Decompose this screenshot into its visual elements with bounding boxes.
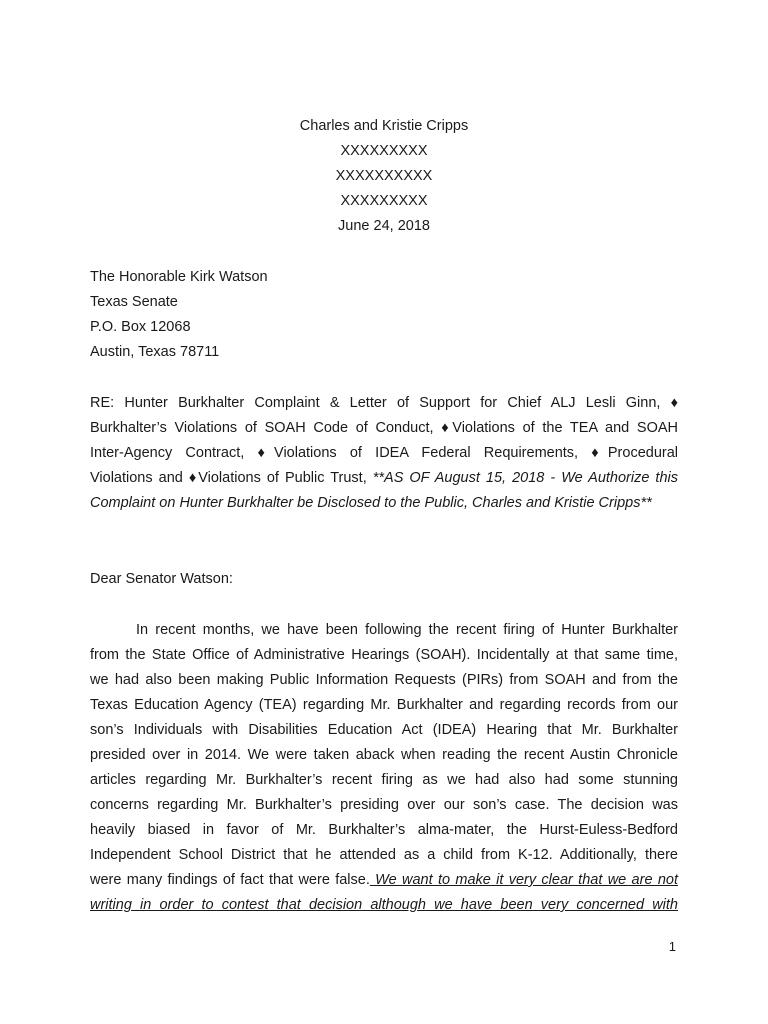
recipient-org: Texas Senate xyxy=(90,294,178,310)
re-line-4-text: Violations and ♦Violations of Public Trust, xyxy=(90,470,373,486)
body-line-5: son’s Individuals with Disabilities Education Act (IDEA) Hearing that Mr. Burkhalter xyxy=(90,722,678,738)
body-line-11-text: were many findings of fact that were false. xyxy=(90,872,370,888)
body-line-2: from the State Office of Administrative Hearings (SOAH). Incidentally at that same time, xyxy=(90,647,678,663)
body-line-1: In recent months, we have been following the recent firing of Hunter Burkhalter xyxy=(136,622,678,638)
body-line-8: concerns regarding Mr. Burkhalter’s presiding over our son’s case. The decision was xyxy=(90,797,678,813)
body-line-11-emphasis: We want to make it very clear that we are not xyxy=(369,872,678,888)
body-line-11 xyxy=(90,872,678,888)
body-line-10: Independent School District that he attended as a child from K-12. Additionally, there xyxy=(90,847,678,863)
re-line-5: Complaint on Hunter Burkhalter be Disclosed to the Public, Charles and Kristie Cripps** xyxy=(90,495,652,511)
re-line-3: Inter-Agency Contract, ♦Violations of IDEA Federal Requirements, ♦Procedural xyxy=(90,445,678,461)
salutation: Dear Senator Watson: xyxy=(90,571,233,587)
recipient-city: Austin, Texas 78711 xyxy=(90,344,220,360)
recipient-po-box: P.O. Box 12068 xyxy=(90,319,191,335)
page-number: 1 xyxy=(668,939,676,954)
sender-address-line-3: XXXXXXXXX xyxy=(340,193,428,209)
re-line-2: Burkhalter’s Violations of SOAH Code of Conduct, ♦Violations of the TEA and SOAH xyxy=(90,420,678,436)
re-line-4-italic: **AS OF August 15, 2018 - We Authorize this xyxy=(372,470,678,486)
body-line-7: articles regarding Mr. Burkhalter’s recent firing as we had also had some stunning xyxy=(90,772,678,788)
recipient-name: The Honorable Kirk Watson xyxy=(90,269,268,285)
body-line-3: we had also been making Public Information Requests (PIRs) from SOAH and from the xyxy=(90,672,678,688)
re-line-1: RE: Hunter Burkhalter Complaint & Letter of Support for Chief ALJ Lesli Ginn, ♦ xyxy=(90,395,678,411)
sender-address-line-1: XXXXXXXXX xyxy=(340,143,428,159)
body-line-6: presided over in 2014. We were taken aback when reading the recent Austin Chronicle xyxy=(90,747,678,763)
sender-name: Charles and Kristie Cripps xyxy=(299,118,469,134)
body-line-12: writing in order to contest that decision although we have been very concerned with xyxy=(90,897,678,913)
sender-address-line-2: XXXXXXXXXX xyxy=(335,168,433,184)
body-line-9: heavily biased in favor of Mr. Burkhalter’s alma-mater, the Hurst-Euless-Bedford xyxy=(90,822,678,838)
body-line-4: Texas Education Agency (TEA) regarding Mr. Burkhalter and regarding records from our xyxy=(90,697,678,713)
letter-date: June 24, 2018 xyxy=(338,218,430,234)
re-line-4 xyxy=(90,470,678,486)
